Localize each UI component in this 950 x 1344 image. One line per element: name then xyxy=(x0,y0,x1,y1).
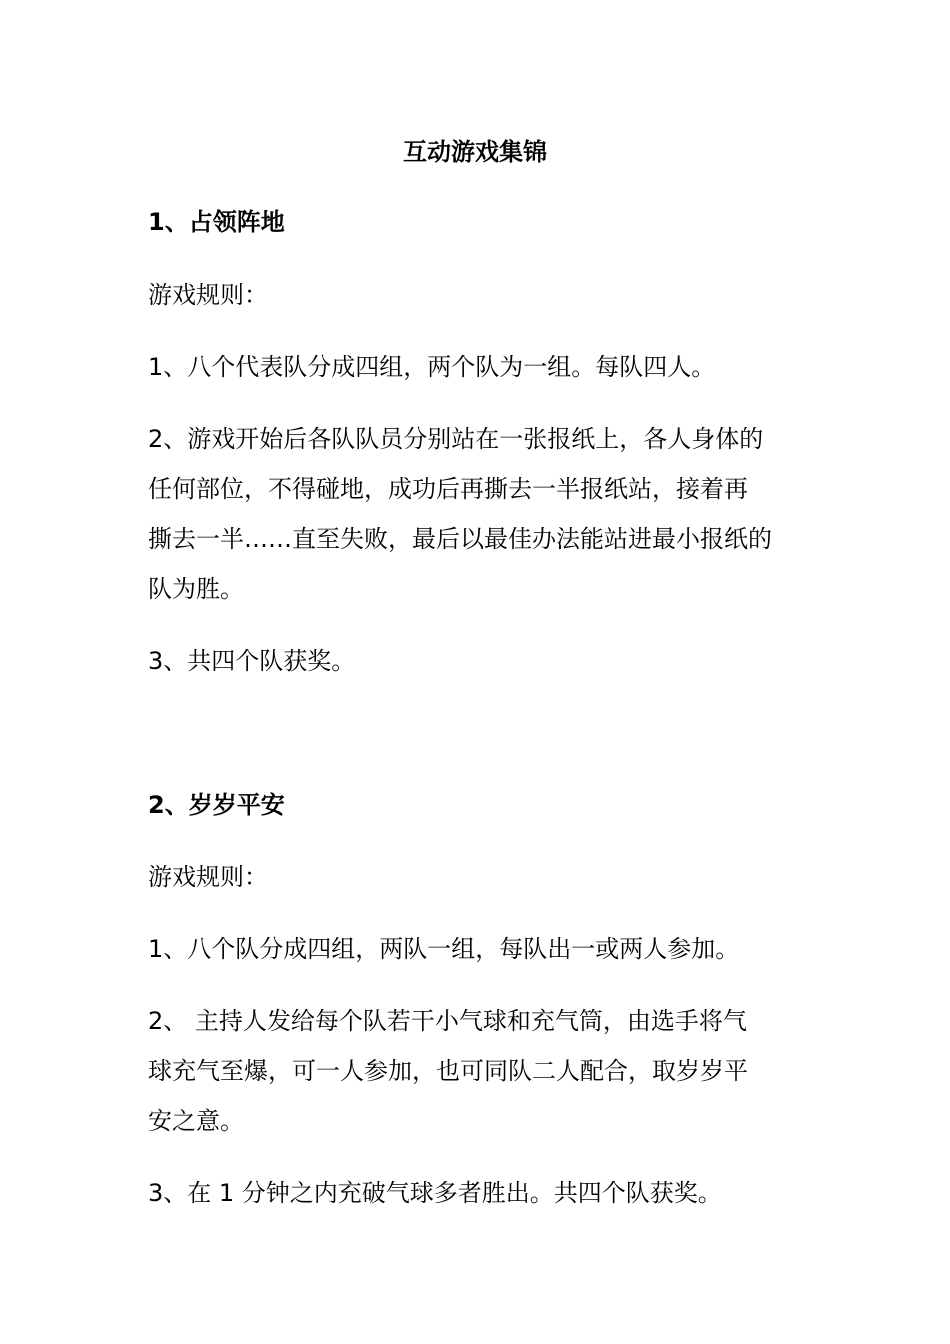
rules-label-1 xyxy=(148,270,808,320)
rule-item-1-2 xyxy=(148,414,808,614)
section-heading-2: 2、岁岁平安 xyxy=(148,791,285,819)
text-line: 安之意。 xyxy=(148,1107,244,1135)
document-title: 互动游戏集锦 xyxy=(403,138,547,166)
section-heading-1: 1、占领阵地 xyxy=(148,208,285,236)
text-line: 队为胜。 xyxy=(148,575,244,603)
text-line: 3、在 1 分钟之内充破气球多者胜出。共四个队获奖。 xyxy=(148,1179,722,1207)
text-line: 1、八个代表队分成四组，两个队为一组。每队四人。 xyxy=(148,353,716,381)
text-line: 2、游戏开始后各队队员分别站在一张报纸上，各人身体的 xyxy=(148,425,764,453)
text-line: 游戏规则： xyxy=(148,281,268,309)
text-line: 任何部位，不得碰地，成功后再撕去一半报纸站，接着再 xyxy=(148,475,748,503)
text-line: 1、八个队分成四组，两队一组，每队出一或两人参加。 xyxy=(148,935,740,963)
rule-item-2-1 xyxy=(148,924,808,974)
text-line: 3、共四个队获奖。 xyxy=(148,647,356,675)
rule-item-1-1 xyxy=(148,342,808,392)
text-line: 球充气至爆，可一人参加，也可同队二人配合，取岁岁平 xyxy=(148,1057,748,1085)
text-line: 撕去一半……直至失败，最后以最佳办法能站进最小报纸的 xyxy=(148,525,772,553)
rules-label-2 xyxy=(148,852,808,902)
rule-item-2-2 xyxy=(148,996,808,1146)
rule-item-1-3 xyxy=(148,636,808,686)
rule-item-2-3 xyxy=(148,1168,808,1218)
text-line: 游戏规则： xyxy=(148,863,268,891)
text-line: 2、 主持人发给每个队若干小气球和充气筒，由选手将气 xyxy=(148,1007,747,1035)
